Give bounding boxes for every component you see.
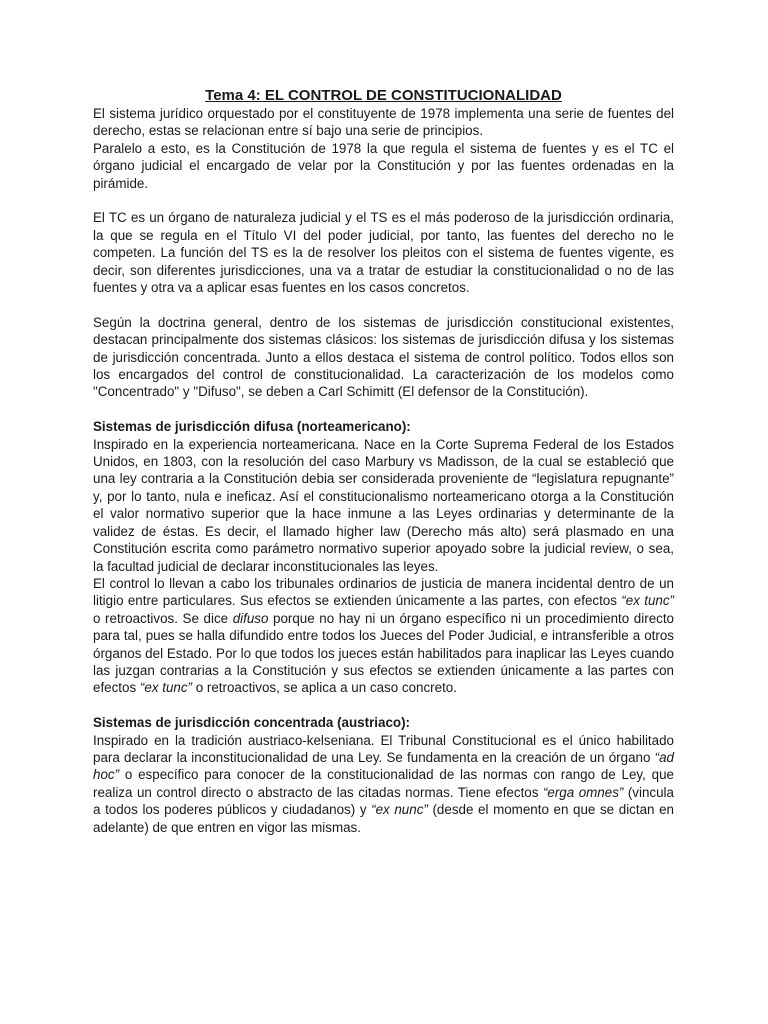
spacer [93,401,674,418]
difusa-heading: Sistemas de jurisdicción difusa (norteamericano): [93,419,411,435]
ex-tunc-term: “ex tunc” [139,680,192,696]
tc-ts-paragraph: El TC es un órgano de naturaleza judicial y el TS es el más poderoso de la jurisdicción ordinaria, la que se regula en el Título VI del poder judicial, por tanto, las fuentes del derecho no le competen. La función del TS es la de resolver los pleitos con el sistema de fuentes vigente, es decir, son diferentes jurisdicciones, una va a tratar de estudiar la constitucionalidad o no de las fuentes y otra va a aplicar esas fuentes en los casos concretos. [93,210,674,296]
text-segment: porque no hay ni un órgano específico ni un procedimiento directo para tal, pues se halla difundido entre todos los Jueces del Poder Judicial, e intransferible a otros órganos del Estado. Por lo que todos los jueces están habilitados para inaplicar las Leyes cuando las juzgan contrarias a la Constitución y sus efectos se extienden únicamente a las partes con efectos [93,610,675,696]
text-segment: (vincula a todos los poderes públicos y ciudadanos) y [93,784,674,818]
spacer [93,192,674,209]
ad-hoc-term: “ad hoc” [93,749,674,783]
text-segment: o específico para conocer de la constitucionalidad de las normas con rango de Ley, que realiza un control directo o abstracto de las citadas normas. Tiene efectos [93,767,674,800]
spacer [93,697,674,714]
spacer [93,296,674,313]
concentrada-heading: Sistemas de jurisdicción concentrada (austriaco): [93,715,411,731]
doctrina-paragraph: Según la doctrina general, dentro de los sistemas de jurisdicción constitucional existentes, destacan principalmente dos sistemas clásicos: los sistemas de jurisdicción difusa y los sistemas de jurisdicción concentrada. Junto a ellos destaca el sistema de control político. Todos ellos son los encargados del control de constitucionalidad. La caracterización de los modelos como "Concentrado" y "Difuso", se deben a Carl Schimitt (El defensor de la Constitución). [93,314,674,400]
text-segment: (desde el momento en que se dictan en adelante) de que entren en vigor las mismas. [93,802,674,835]
document-page [93,86,674,836]
difusa-paragraph-2 [93,575,674,697]
intro-paragraph-1: El sistema jurídico orquestado por el constituyente de 1978 implementa una serie de fuentes del derecho, estas se relacionan entre sí bajo una serie de principios. [93,106,674,139]
document-title: Tema 4: EL CONTROL DE CONSTITUCIONALIDAD [205,87,562,104]
text-segment: o retroactivos. Se dice [93,610,233,626]
difusa-paragraph-1: Inspirado en la experiencia norteamericana. Nace en la Corte Suprema Federal de los Estados Unidos, en 1803, con la resolución del caso Marbury vs Madisson, de la cual se estableció que una ley contraria a la Constitución debia ser considerada proveniente de “legislatura repugnante” y, por lo tanto, nula e ineficaz. Así el constitucionalismo norteamericano otorga a la Constitución el valor normativo superior que la hace inmune a las Leyes ordinarias y determinante de la validez de éstas. Es decir, el llamado higher law (Derecho más alto) será plasmado en una Constitución escrita como parámetro normativo superior apoyado sobre la judicial review, o sea, la facultad judicial de declarar inconstitucionales las leyes. [93,436,674,574]
text-segment: Inspirado en la tradición austriaco-kelseniana. El Tribunal Constitucional es el único habilitado para declarar la inconstitucionalidad de una Ley. Se fundamenta en la creación de un órgano [93,732,674,765]
ex-nunc-term: “ex nunc” [371,802,428,818]
concentrada-paragraph [93,732,674,836]
text-segment: El control lo llevan a cabo los tribunales ordinarios de justicia de manera incidental dentro de un litigio entre particulares. Sus efectos se extienden únicamente a las partes, con efectos [93,575,674,609]
erga-omnes-term: “erga omnes” [542,784,624,800]
difuso-term: difuso [232,610,269,626]
ex-tunc-term: “ex tunc” [621,593,675,609]
intro-paragraph-2: Paralelo a esto, es la Constitución de 1978 la que regula el sistema de fuentes y es el TC el órgano judicial el encargado de velar por la Constitución y por las fuentes ordenadas en la pirámide. [93,140,674,191]
text-segment: o retroactivos, se aplica a un caso concreto. [192,680,457,696]
